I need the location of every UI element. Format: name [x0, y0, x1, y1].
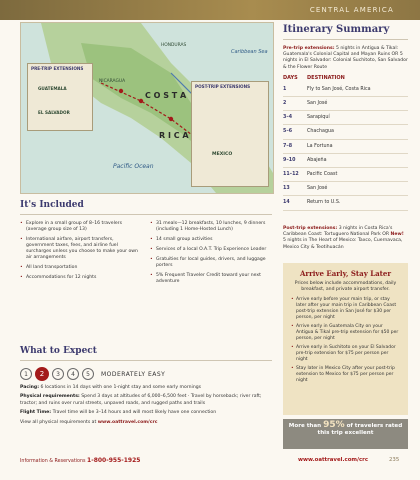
- expect-title: What to Expect: [20, 346, 272, 361]
- included-item: • 14 small group activities: [150, 237, 272, 243]
- destination-cell: Pacific Coast: [307, 172, 338, 178]
- flight-text: Travel time will be 3–14 hours and will most likely have one connection: [52, 410, 217, 416]
- post-trip-note: [283, 226, 408, 251]
- day-cell: 5–6: [283, 129, 293, 135]
- level-1: 1: [20, 368, 32, 380]
- activity-level-scale: [20, 367, 272, 381]
- arrive-intro: Prices below include accommodations, daily breakfast, and private airport transfer.: [294, 281, 397, 292]
- day-cell: 13: [283, 186, 290, 192]
- requirements-line: [20, 420, 272, 426]
- route-map: [20, 22, 274, 194]
- post-trip-label: Post-trip extensions:: [283, 226, 338, 231]
- included-item: • International airfare, airport transfers, government taxes, fees, and airline fuel surcharges unless you choose to make your own air arrangements: [20, 237, 142, 261]
- costa-label: C O S T A: [145, 91, 187, 100]
- itinerary-row: [283, 168, 408, 182]
- day-cell: 1: [283, 86, 287, 92]
- region-label: CENTRAL AMERICA: [309, 6, 394, 14]
- footer-info: [20, 457, 140, 464]
- itinerary-row: [283, 154, 408, 168]
- itinerary-title: Itinerary Summary: [283, 24, 408, 40]
- itinerary-row: [283, 196, 408, 210]
- mexico-label: MEXICO: [212, 152, 233, 157]
- pacific-label: Pacific Ocean: [113, 163, 154, 170]
- day-cell: 14: [283, 200, 290, 206]
- included-list-left: [20, 221, 142, 289]
- included-item: • Gratuities for local guides, drivers, and luggage porters: [150, 257, 272, 269]
- arrive-item: • Stay later in Mexico City after your post-trip extension to Mexico for $75 per person per night: [291, 366, 400, 384]
- pacing-text: 6 locations in 14 days with one 1-night stay and some early mornings: [40, 385, 202, 390]
- days-column-header: DAYS: [283, 74, 298, 81]
- nicaragua-label: NICARAGUA: [99, 79, 126, 84]
- el-salvador-label: EL SALVADOR: [38, 110, 70, 115]
- arrive-early-box: [283, 263, 408, 415]
- page-number: 235: [389, 457, 400, 463]
- level-5: 5: [82, 368, 94, 380]
- caribbean-label: Caribbean Sea: [231, 49, 268, 55]
- itinerary-row: [283, 182, 408, 196]
- destination-cell: Abajeña: [307, 157, 327, 163]
- header-bar: [0, 0, 420, 20]
- included-section: [20, 200, 272, 289]
- included-item: • 31 meals—12 breakfasts, 10 lunches, 9 dinners (including 1 Home-Hosted Lunch): [150, 221, 272, 233]
- destination-cell: Fly to San José, Costa Rica: [307, 86, 371, 92]
- rica-label: R I C A: [159, 131, 189, 140]
- honduras-label: HONDURAS: [161, 43, 187, 48]
- post-trip-new-text: 5 nights in The Heart of Mexico: Taxco, Cuernavaca, Mexico City & Teotihuacán: [283, 238, 403, 250]
- expect-section: [20, 346, 272, 429]
- rating-line-1: [283, 419, 408, 430]
- day-cell: 11–12: [283, 172, 299, 178]
- footer-phone[interactable]: 1-800-955-1925: [87, 457, 141, 464]
- destination-cell: La Fortuna: [307, 143, 333, 149]
- pacing-label: Pacing:: [20, 385, 40, 390]
- footer-info-label: Information & Reservations: [20, 459, 86, 464]
- post-trip-inset-title: POST-TRIP EXTENSIONS: [195, 84, 251, 89]
- destination-column-header: DESTINATION: [307, 74, 345, 81]
- rating-line-2: this trip excellent: [317, 430, 374, 436]
- destination-cell: San José: [307, 101, 328, 107]
- day-cell: 3–4: [283, 115, 293, 121]
- pre-trip-inset: [27, 63, 93, 131]
- itinerary-row: [283, 140, 408, 154]
- itinerary-row: [283, 125, 408, 139]
- view-text: View all physical requirements at: [20, 419, 97, 425]
- post-trip-paragraph: [283, 226, 408, 251]
- post-trip-inset: [191, 81, 269, 187]
- pre-trip-text: 5 nights in Antigua & Tikal: Guatemala's Colonial Capital and Mayan Ruins OR 5 nights in El Salvador: Colonial Suchitoto, San Salvador & the Flower Route: [283, 46, 408, 70]
- physical-text: Spend 3 days at altitudes of 6,000–6,500 feet · Travel by horseback; river raft; tractor; and ruins over rural streets, unpaved roads, and rugged paths and trails: [20, 394, 262, 406]
- guatemala-label: GUATEMALA: [38, 86, 67, 91]
- included-item: • Services of a local O.A.T. Trip Experience Leader: [150, 247, 272, 253]
- included-title: It's Included: [20, 200, 272, 215]
- physical-label: Physical requirements:: [20, 394, 80, 400]
- level-4: 4: [67, 368, 79, 380]
- traveler-rating-box: [283, 419, 408, 449]
- day-cell: 9–10: [283, 157, 296, 163]
- pacing-line: [20, 385, 272, 391]
- day-cell: 2: [283, 101, 287, 107]
- itinerary-summary: [283, 24, 408, 211]
- pre-trip-inset-title: PRE-TRIP EXTENSIONS: [31, 66, 84, 71]
- level-label: MODERATELY EASY: [101, 370, 166, 378]
- post-trip-text: 3 nights in Costa Rica's Caribbean Coast: Tortuguero National Park OR: [283, 226, 393, 238]
- rating-prefix: More than: [288, 423, 322, 429]
- included-list-right: [150, 221, 272, 289]
- itinerary-row: [283, 111, 408, 125]
- post-trip-new-label: New!: [390, 232, 404, 238]
- footer-site-link[interactable]: www.oattravel.com/crc: [298, 457, 369, 463]
- destination-cell: Chachagua: [307, 129, 334, 135]
- itinerary-row: [283, 83, 408, 97]
- arrive-title: Arrive Early, Stay Later: [299, 269, 392, 278]
- destination-cell: Sarapiquí: [307, 115, 330, 121]
- included-item: • All land transportation: [20, 265, 142, 271]
- arrive-item: • Arrive early in Guatemala City on your Antigua & Tikal pre-trip extension for $50 per person, per night: [291, 324, 400, 342]
- itinerary-row: [283, 97, 408, 111]
- pre-trip-label: Pre-trip extensions:: [283, 46, 335, 51]
- requirements-link[interactable]: www.oattravel.com/crc: [97, 419, 158, 425]
- physical-line: [20, 394, 272, 407]
- included-item: • Accommodations for 12 nights: [20, 275, 142, 281]
- itinerary-header: [283, 75, 408, 81]
- included-item: • Explore in a small group of 8–16 travelers (average group size of 13): [20, 221, 142, 233]
- included-item: • 5% Frequent Traveler Credit toward your next adventure: [150, 273, 272, 285]
- arrive-item: • Arrive early in Suchitoto on your El Salvador pre-trip extension for $75 per person per night: [291, 345, 400, 363]
- rating-mid: of travelers rated: [346, 423, 403, 429]
- level-2-active: 2: [35, 367, 49, 381]
- destination-cell: Return to U.S.: [307, 200, 341, 206]
- arrive-item: • Arrive early before your main trip, or stay later after your main trip in Caribbean Coast post-trip extension in San José for $30 per person, per night: [291, 297, 400, 321]
- pre-trip-note: [283, 46, 408, 71]
- day-cell: 7–8: [283, 143, 293, 149]
- flight-label: Flight Time:: [20, 410, 52, 416]
- level-3: 3: [52, 368, 64, 380]
- rating-percent: 95%: [323, 420, 345, 430]
- flight-line: [20, 410, 272, 416]
- arrive-list: [291, 297, 400, 384]
- destination-cell: San José: [307, 186, 328, 192]
